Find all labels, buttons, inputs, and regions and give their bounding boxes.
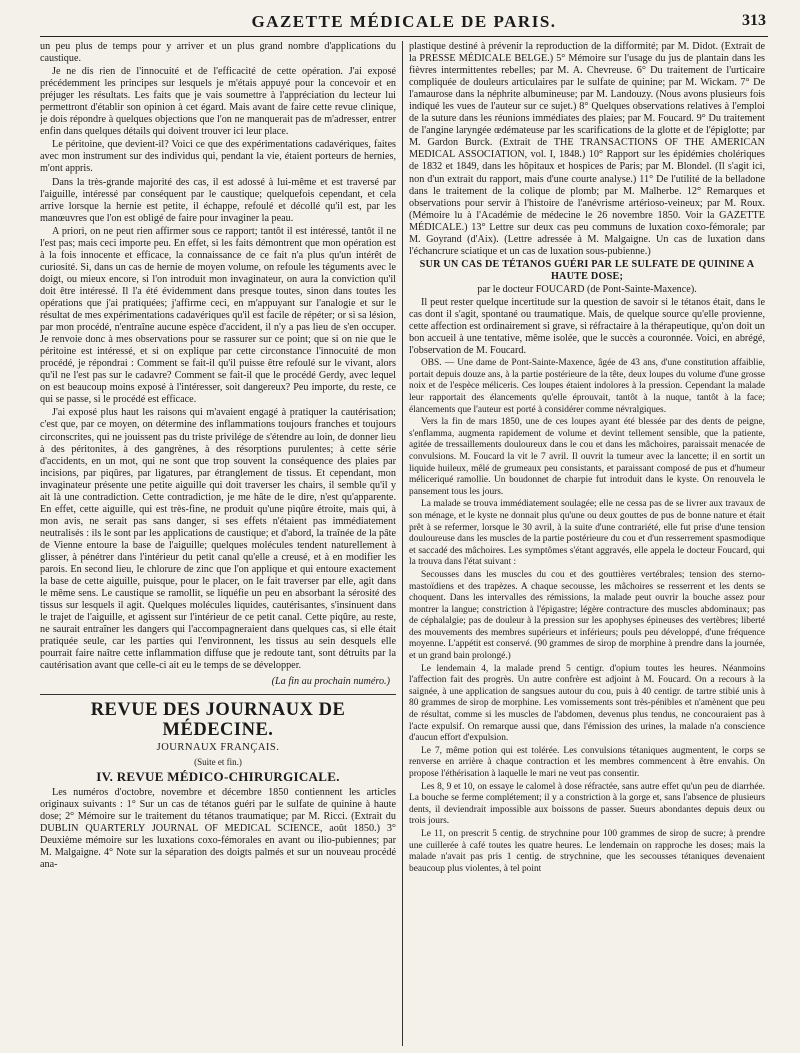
paragraph: un peu plus de temps pour y arriver et un plus grand nombre d'applications du caustique. [40,41,396,65]
two-column-body [40,41,768,1046]
paragraph: plastique destiné à prévenir la reproduction de la difformité; par M. Didot. (Extrait de la PRESSE MÉDICALE BELGE.) 5° Mémoire sur l'usage du jus de plantain dans les fièvres intermittentes rebelles; par M. A. Chevreuse. 6° Du traitement de l'urticaire compliquée de douleurs articulaires par le sulfate de quinine; par M. Wickam. 7° De l'amaurose dans la néphrite albumineuse; par M. Landouzy. (Nous avons plusieurs fois indiqué les vues de l'auteur sur ce sujet.) 8° Quelques observations relatives à l'emploi de la suture dans les réunions immédiates des plaies; par M. Foucard. 9° Du traitement de l'angine laryngée œdémateuse par les scarifications de la glotte et de l'épiglotte; par M. Gardon Burck. (Extrait de THE TRANSACTIONS OF THE AMERICAN MEDICAL ASSOCIATION, vol. I, 1848.) 10° Rapport sur les épidémies cholériques de 1832 et 1849, dans les hôpitaux et hospices de Paris; par M. Blondel. (Il s'agit ici, non d'un extrait du rapport, mais d'une courte analyse.) 11° De l'utilité de la belladone dans le traitement de la colique de plomb; par M. Malherbe. 12° Remarques et observations pour servir à l'histoire de l'anévrisme artérioso-veineux; par M. Roux. (Mémoire lu à l'Académie de médecine le 26 novembre 1850. Voir la GAZETTE MÉDICALE.) 13° Lettre sur deux cas peu communs de luxation coxo-fémorale; par M. Goyrand (d'Aix). (Lettre adressée à M. Malgaigne. Un cas de luxation dans l'échancrure sciatique et un cas de luxation sous-pubienne.) [409,41,765,257]
observation-paragraph: Les 8, 9 et 10, on essaye le calomel à dose réfractée, sans autre effet qu'un peu de diarrhée. La bouche se ferme complétement; il y a constriction à la gorge et, sans l'absence de plusieurs dents, il deviendrait impossible aux boissons de passer. Sueurs abondantes depuis deux ou trois jours. [409,781,765,827]
observation-paragraph: Secousses dans les muscles du cou et des gouttières vertébrales; tension des sterno-mastoïdiens et des trapèzes. A chaque secousse, les mâchoires se resserrent et les dents se choquent. Dans les intervalles des rémissions, la malade peut ouvrir la bouche assez pour montrer la langue; constriction à l'épigastre; légère contracture des muscles abdominaux; pas de céphalalgie; pas de douleur à la pression sur les apophyses épineuses des vertèbres; liberté des mouvements des membres supérieurs et inférieurs; pouls peu développé, d'une fréquence moyenne. L'appétit est conservé. (90 grammes de sirop de morphine à prendre dans la journée, et un grand bain prolongé.) [409,569,765,662]
observation-paragraph: Vers la fin de mars 1850, une de ces loupes ayant été blessée par des dents de peigne, s'enflamma, augmenta rapidement de volume et devint tellement sensible, que la patiente, agitée de tressaillements douloureux dans le cou et dans les mâchoires, paraissait menacée de convulsions. M. Foucard la vit le 7 avril. Il ouvrit la tumeur avec la lancette; il en sortit un liquide huileux, mêlé de grumeaux peu consistants, et paraissant composé de pus et d'humeur méliceriqué ramollie. Un boudonnet de charpie fut introduit dans le kyste. On renouvela le pansement tous les jours. [409,417,765,497]
left-column [40,41,396,1046]
suite-note: (Suite et fin.) [194,756,242,767]
observation-paragraph: OBS. — Une dame de Pont-Sainte-Maxence, âgée de 43 ans, d'une constitution affaiblie, portait depuis douze ans, à la partie postérieure de la tête, deux loupes du volume d'une grosse noix et de l'espèce méliceris. Ces loupes étaient indolores à la pression. Cependant la malade leur rapportait des élancements qu'elle éprouvait, tantôt à la nuque, tantôt à la face; élancements que l'auteur est porté à considérer comme névralgiques. [409,358,765,415]
observation-paragraph: La malade se trouva immédiatement soulagée; elle ne cessa pas de se livrer aux travaux de son ménage, et le kyste ne donnait plus qu'une ou deux gouttes de pus de bonne nature et était prêt à se refermer, lorsque le 30 avril, à la suite d'une contrariété, elle fut prise d'une tension douloureuse dans les muscles de la partie postérieure du cou et d'un resserrement spasmodique et saccadé des mâchoires. Les symptômes s'étant aggravés, elle appela le docteur Foucard, qui la trouva dans l'état suivant : [409,499,765,568]
section-heading: IV. REVUE MÉDICO-CHIRURGICALE. [96,768,340,784]
observation-paragraph: Le 7, même potion qui est tolérée. Les convulsions tétaniques augmentent, le corps se renverse en arrière à chaque contraction et les membres commencent à être envahis. On propose l'éthérisation à laquelle le mari ne veut pas consentir. [409,745,765,779]
paragraph: Il peut rester quelque incertitude sur la question de savoir si le tétanos était, dans le cas dont il s'agit, spontané ou traumatique. Mais, de quelque source qu'elle provienne, cette affection est ordinairement si grave, si réfractaire à la thérapeutique, qu'on doit un bon accueil à une tentative, même isolée, que le succès a couronnée. Voici, en abrégé, l'observation de M. Foucard. [409,296,765,357]
page-header [40,8,768,37]
continuation-note: (La fin au prochain numéro.) [271,676,390,688]
page-number: 313 [742,12,766,29]
observation-paragraph: Le 11, on prescrit 5 centig. de strychnine pour 100 grammes de sirop de sucre; à prendre une cuillerée à café toutes les quatre heures. Le lendemain on rapproche les doses; mais la malade n'avait pas pris 1 centig. de strychnine, que les secousses tétaniques devenaient beaucoup plus violentes, à tel point [409,828,765,874]
journaux-subheading: JOURNAUX FRANÇAIS. [156,742,280,754]
observation-paragraph: Le lendemain 4, la malade prend 5 centigr. d'opium toutes les heures. Néanmoins l'affection fait des progrès. Un autre confrère est adjoint à M. Foucard. On a recours à la saignée, à une application de sangsues autour du cou, puis à 40 centigr. de tartre stibié unis à 80 grammes de sirop de morphine. Les vomissements sont très-pénibles et n'amènent que peu de résultat, comme si les muscles de l'abdomen, devenus plus tendus, ne concouraient pas à l'acte expulsif. On remarque aussi que, dans l'émission des urines, la malade n'a conscience d'aucun effort d'expulsion. [409,663,765,744]
right-column [409,41,765,1046]
column-rule [402,41,403,1046]
revue-heading: REVUE DES JOURNAUX DE MÉDECINE. [90,700,346,741]
paragraph: Je ne dis rien de l'innocuité et de l'efficacité de cette opération. J'ai exposé précédemment les principes sur lesquels je m'étais appuyé pour la concevoir et en préjuger les résultats. Les faits que je vais soumettre à l'appréciation du lecteur lui permettront d'établir son opinion à cet égard. Mais avant de faire cette revue clinique, je dois répondre à quelques objections que l'on ne manquerait pas de m'adresser, entrer enfin dans quelques détails qui doivent trouver ici leur place. [40,66,396,138]
case-author: par le docteur FOUCARD (de Pont-Sainte-Maxence). [477,283,697,295]
paragraph: Les numéros d'octobre, novembre et décembre 1850 contiennent les articles originaux suivants : 1° Sur un cas de tétanos guéri par le sulfate de quinine à haute dose; 2° Mémoire sur le traitement du tétanos traumatique; par M. Ricci. (Extrait du DUBLIN QUARTERLY JOURNAL OF MEDICAL SCIENCE, août 1850.) 3° Deuxième mémoire sur les luxations coxo-fémorales en avant ou ilio-pubiennes; par M. Malgaigne. 4° Note sur la séparation des doigts palmés et sur un nouveau procédé ana- [40,786,396,870]
paragraph: A priori, on ne peut rien affirmer sous ce rapport; tantôt il est intéressé, tantôt il ne l'est pas; mais ceci importe peu. En effet, si les faits démontrent que mon opération est à la fois innocente et efficace, la connaissance de ce fait n'a plus qu'un intérêt de curiosité. Si, dans un cas de hernie de moyen volume, on refoule les téguments avec le doigt, ou mieux encore, si l'on introduit mon invaginateur, on aura la conviction qu'il doit être intéressé. Il l'a été évidemment dans presque toutes, sinon dans toutes les opérations que j'ai pratiquées; j'affirme ceci, en m'appuyant sur l'analogie et sur le résultat de mes expérimentations cadavériques qu'il est facile de répéter; or si sa lésion, par mon procédé, n'entraîne aucune espèce d'accident, il n'y a pas lieu de s'en occuper. Je renvoie donc à mes observations pour se rassurer sur ce point; que si on nie que le péritoine est intéressé, et si on explique par cette circonstance l'innocuité de mon procédé, je répondrai : Comment se fait-il qu'il puisse être refoulé sur le vivant, alors qu'il ne l'est pas sur le cadavre? Comment se fait-il que le procédé Gerdy, avec lequel on est beaucoup moins exposé à l'intéresser, soit dangereux? Peu importe, du reste, ce qui se passe, si le procédé est efficace. [40,225,396,406]
journal-title: GAZETTE MÉDICALE DE PARIS. [251,12,557,31]
paragraph: J'ai exposé plus haut les raisons qui m'avaient engagé à pratiquer la cautérisation; c'est que, par ce moyen, on détermine des inflammations toujours franches et toujours circonscrites, qui ne jouissent pas du triste privilége de s'étendre au loin, de donner lieu à des péritonites, à des gangrènes, à des résorptions purulentes; à cette série d'accidents, en un mot, qui ne sont que trop souvent la conséquence des plaies par incisions, par piqûres, par ligatures, par étranglement de tissus. Et cependant, mon invaginateur présente une petite aiguille qui doit traverser les chairs, il semble qu'il y ait là une contradiction. Cette contradiction, je me hâte de le dire, n'est qu'apparente. En effet, cette aiguille, qui est très-fine, ne produit qu'une piqûre étroite, mais qui, à mon avis, ne serait pas sans danger, si ses effets n'étaient pas immédiatement neutralisés : ils le sont par les applications de caustique; et d'abord, la traînée de la pâte de Vienne entoure la base de l'aiguille; quelques molécules tendent naturellement à glisser, à pénétrer dans l'intérieur du petit canal qu'elle a creusé, et à en modifier les parois. En second lieu, le chlorure de zinc que l'on applique et qui entoure exactement la base de cette aiguille, puisque, pour le placer, on le fait traverser par elle, agit dans le même sens. Le caustique se ramollit, se liquéfie un peu en absorbant la sérosité des tissus sur lesquels il agit. Quelques molécules liquides, cautérisantes, s'insinuent dans le trajet de l'aiguille, et agissent sur l'intérieur de ce petit canal. Cette piqûre, au reste, ne saurait entraîner les dangers qui l'accompagneraient dans quelques cas, si elle était pratiquée seule, car les parties qui l'environnent, les tissus au sein desquels elle pourrait faire naître cette inflammation diffuse que je redoute tant, sont détruits par la cautérisation avant que celle-ci ait eu le temps de se développer. [40,407,396,672]
paragraph: Le péritoine, que devient-il? Voici ce que des expérimentations cadavériques, faites avec mon instrument sur des individus qui, pendant la vie, étaient porteurs de hernies, m'ont appris. [40,139,396,175]
section-divider [40,694,396,695]
paragraph: Dans la très-grande majorité des cas, il est adossé à lui-même et est traversé par l'aiguille, intéressé par conséquent par le caustique; quelquefois cependant, et cela arrive lorsque la hernie est petite, il échappe, refoulé et décollé qu'il est, par les manœuvres que l'on est obligé de faire pour invaginer la peau. [40,176,396,224]
case-title: SUR UN CAS DE TÉTANOS GUÉRI PAR LE SULFATE DE QUININE A HAUTE DOSE; [419,258,755,282]
